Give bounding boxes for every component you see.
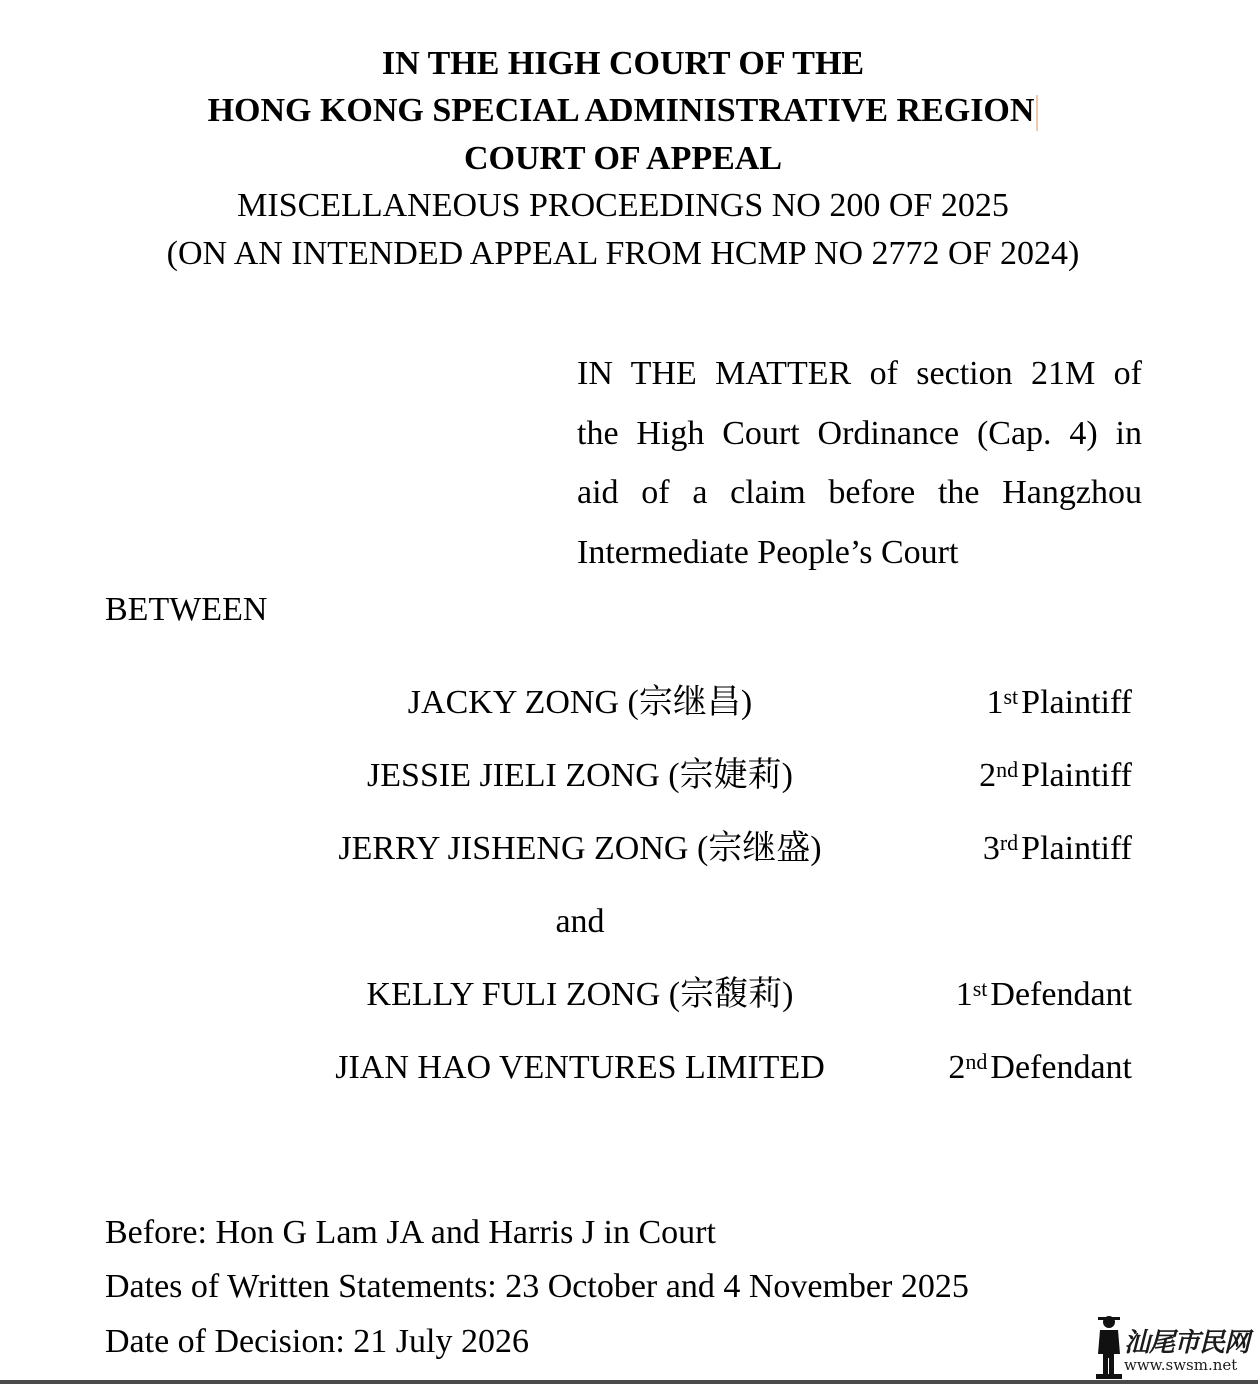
party-role-2nd-plaintiff <box>979 756 1132 799</box>
watermark-site-name: 汕尾市民网 <box>1124 1328 1250 1358</box>
matter-line: the High Court Ordinance (Cap. 4) in <box>577 414 1142 452</box>
written-statements-dates: Dates of Written Statements: 23 October and 4 November 2025 <box>105 1268 969 1305</box>
party-name-2nd-defendant: JIAN HAO VENTURES LIMITED <box>335 1049 825 1086</box>
court-title-line-1: IN THE HIGH COURT OF THE <box>381 45 865 82</box>
matter-line: aid of a claim before the Hangzhou <box>577 474 1142 511</box>
intended-appeal-reference: (ON AN INTENDED APPEAL FROM HCMP NO 2772 OF 2024) <box>166 235 1080 272</box>
watermark-url: www.swsm.net <box>1124 1356 1238 1374</box>
court-title-line-2-text: HONG KONG SPECIAL ADMINISTRATIVE REGION <box>207 92 1035 129</box>
role-label: Plaintiff <box>1021 684 1132 721</box>
role-label: Plaintiff <box>1021 830 1132 867</box>
party-name-3rd-plaintiff: JERRY JISHENG ZONG (宗继盛) <box>338 830 822 867</box>
ordinal-number: 3 <box>982 830 1000 867</box>
party-role-1st-defendant <box>956 975 1132 1018</box>
matter-line: Intermediate People’s Court <box>577 533 959 571</box>
coram-line: Before: Hon G Lam JA and Harris J in Court <box>105 1214 716 1251</box>
matter-line: IN THE MATTER of section 21M of <box>577 355 1142 392</box>
ordinal-suffix: rd <box>999 830 1019 855</box>
ordinal-suffix: st <box>972 976 988 1001</box>
decision-date: Date of Decision: 21 July 2026 <box>105 1323 529 1360</box>
ordinal-number: 2 <box>948 1049 966 1086</box>
ordinal-number: 2 <box>979 757 997 794</box>
role-label: Defendant <box>990 1049 1132 1086</box>
party-name-1st-plaintiff: JACKY ZONG (宗继昌) <box>407 684 753 721</box>
ordinal-suffix: nd <box>996 757 1019 782</box>
party-role-1st-plaintiff <box>986 683 1132 726</box>
party-name-1st-defendant: KELLY FULI ZONG (宗馥莉) <box>366 976 794 1013</box>
role-label: Defendant <box>990 976 1132 1013</box>
and-separator: and <box>555 903 605 940</box>
ordinal-suffix: st <box>1003 684 1019 709</box>
ordinal-suffix: nd <box>965 1049 988 1074</box>
proceedings-number: MISCELLANEOUS PROCEEDINGS NO 200 OF 2025 <box>237 187 1009 224</box>
role-label: Plaintiff <box>1021 757 1132 794</box>
party-role-2nd-defendant <box>948 1048 1132 1091</box>
ordinal-number: 1 <box>955 976 973 1013</box>
court-title-line-2 <box>0 91 1246 131</box>
party-role-3rd-plaintiff <box>983 829 1132 872</box>
court-of-appeal-title: COURT OF APPEAL <box>463 140 783 177</box>
person-silhouette-icon <box>1094 1314 1124 1380</box>
in-the-matter-paragraph <box>577 344 1142 582</box>
text-cursor <box>1036 95 1038 131</box>
ordinal-number: 1 <box>986 684 1004 721</box>
party-name-2nd-plaintiff: JESSIE JIELI ZONG (宗婕莉) <box>367 757 793 794</box>
bottom-divider <box>0 1380 1258 1384</box>
site-watermark <box>1094 1314 1254 1380</box>
between-label: BETWEEN <box>105 591 268 628</box>
